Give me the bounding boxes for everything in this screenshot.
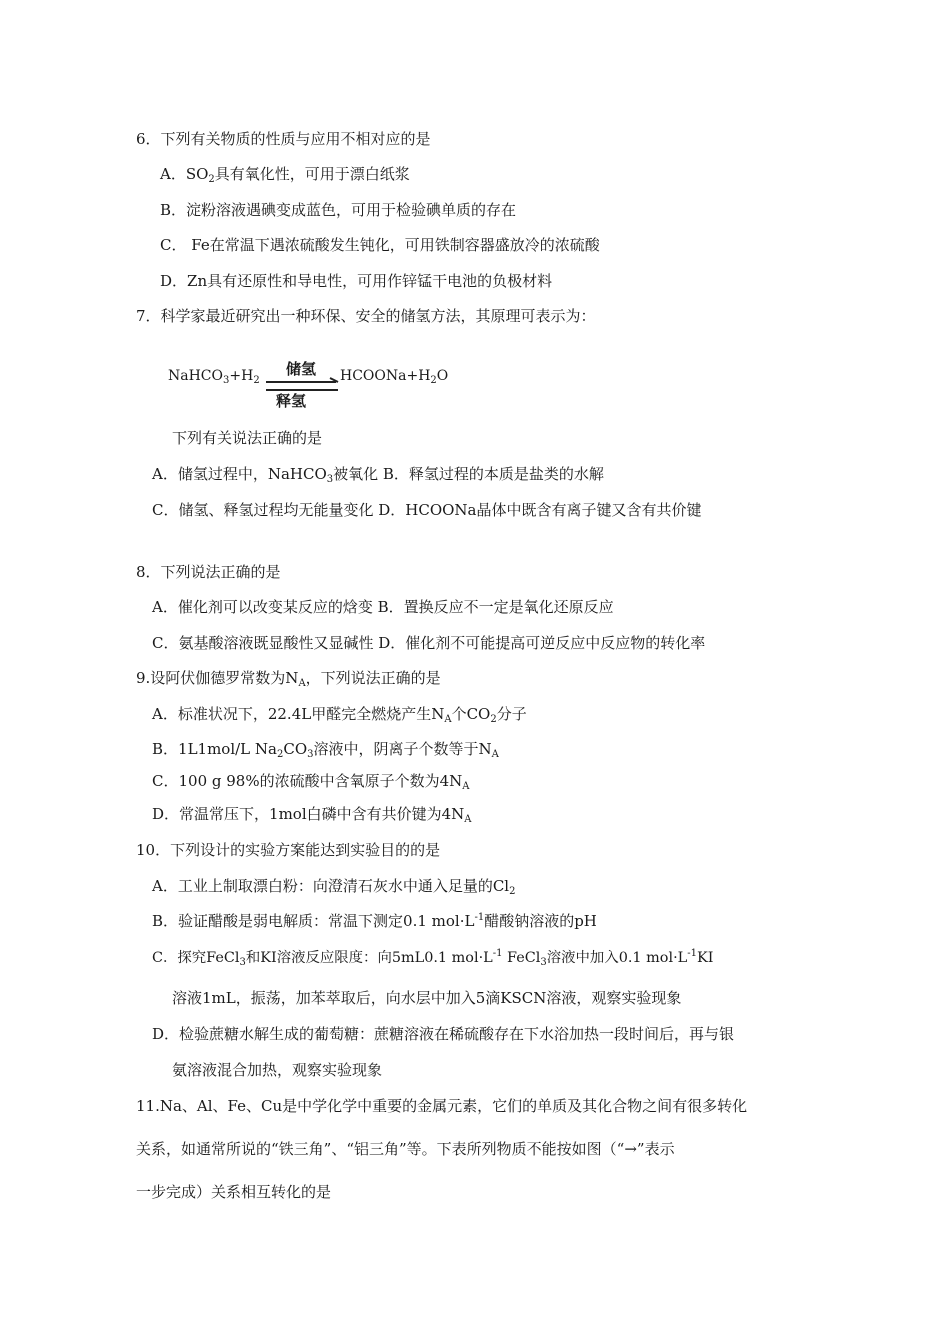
q10-option-b: B．验证醋酸是弱电解质：常温下测定0.1 $mol\cdot L^{-1}$醋酸钠溶液的pH (152, 912, 597, 930)
q9-stem: 9.设阿伏伽德罗常数为$N_A$，下列说法正确的是 (136, 669, 441, 689)
equation-products: $HCOONa+H_2O$ (340, 368, 449, 386)
q8-stem: 8．下列说法正确的是 (136, 563, 281, 581)
q8-options-ab: A．催化剂可以改变某反应的焓变 B．置换反应不一定是氧化还原反应 (152, 598, 614, 616)
q9-option-d: D．常温常压下，1mol白磷中含有共价键为$4N_A$ (152, 805, 472, 825)
q7-options-ab: A．储氢过程中，NaHCO$_3$被氧化 B．释氢过程的本质是盐类的水解 (152, 465, 604, 485)
q6-option-d: D．Zn具有还原性和导电性，可用作锌锰干电池的负极材料 (160, 272, 553, 290)
q7-stem: 7．科学家最近研究出一种环保、安全的储氢方法，其原理可表示为： (136, 307, 596, 325)
equation-reactants: $NaHCO_3+H_2$ (168, 368, 260, 386)
equation-storage-label: 储氢 (286, 360, 317, 378)
q11-stem-line3: 一步完成）关系相互转化的是 (136, 1183, 332, 1201)
reaction-equation (168, 356, 468, 416)
q11-stem-line1: 11.Na、Al、Fe、Cu是中学化学中重要的金属元素，它们的单质及其化合物之间有很多转化 (136, 1097, 748, 1115)
q11-stem-line2: 关系，如通常所说的“铁三角”、“铝三角”等。下表所列物质不能按如图（“→”表示 (136, 1140, 675, 1158)
q8-options-cd: C．氨基酸溶液既显酸性又显碱性 D．催化剂不可能提高可逆反应中反应物的转化率 (152, 634, 706, 652)
q10-option-c: C．探究FeCl$_3$和KI溶液反应限度：向5mL0.1 $mol\cdot L^{-1}$ FeCl$_3$溶液中加入0.1 $mol\cdot L^{-1}KI$ (152, 948, 714, 968)
q6-stem: 6．下列有关物质的性质与应用不相对应的是 (136, 130, 431, 148)
q7-options-cd: C．储氢、释氢过程均无能量变化 D．HCOONa晶体中既含有离子键又含有共价键 (152, 501, 702, 519)
q9-option-a: A．标准状况下，22.4L甲醛完全燃烧产生$N_A$个$CO_2$分子 (152, 705, 527, 725)
q9-option-b: B．1L1mol/L $Na_2CO_3$溶液中，阴离子个数等于$N_A$ (152, 740, 499, 760)
q6-option-a: A．$SO_2$具有氧化性，可用于漂白纸浆 (160, 165, 410, 185)
q10-option-d-cont: 氨溶液混合加热，观察实验现象 (172, 1061, 383, 1079)
q10-option-a: A．工业上制取漂白粉：向澄清石灰水中通入足量的$Cl_2$ (152, 877, 516, 897)
q10-option-d: D．检验蔗糖水解生成的葡萄糖：蔗糖溶液在稀硫酸存在下水浴加热一段时间后，再与银 (152, 1025, 735, 1043)
q6-option-b: B．淀粉溶液遇碘变成蓝色，可用于检验碘单质的存在 (160, 201, 517, 219)
q9-option-c: C．100 g 98%的浓硫酸中含氧原子个数为$4N_A$ (152, 772, 470, 792)
q7-sub-stem: 下列有关说法正确的是 (172, 429, 323, 447)
q10-option-c-cont: 溶液1mL，振荡，加苯萃取后，向水层中加入5滴KSCN溶液，观察实验现象 (172, 989, 682, 1007)
equation-release-label: 释氢 (276, 392, 307, 410)
q10-stem: 10．下列设计的实验方案能达到实验目的的是 (136, 841, 441, 859)
q6-option-c: C． Fe在常温下遇浓硫酸发生钝化，可用铁制容器盛放冷的浓硫酸 (160, 236, 600, 254)
